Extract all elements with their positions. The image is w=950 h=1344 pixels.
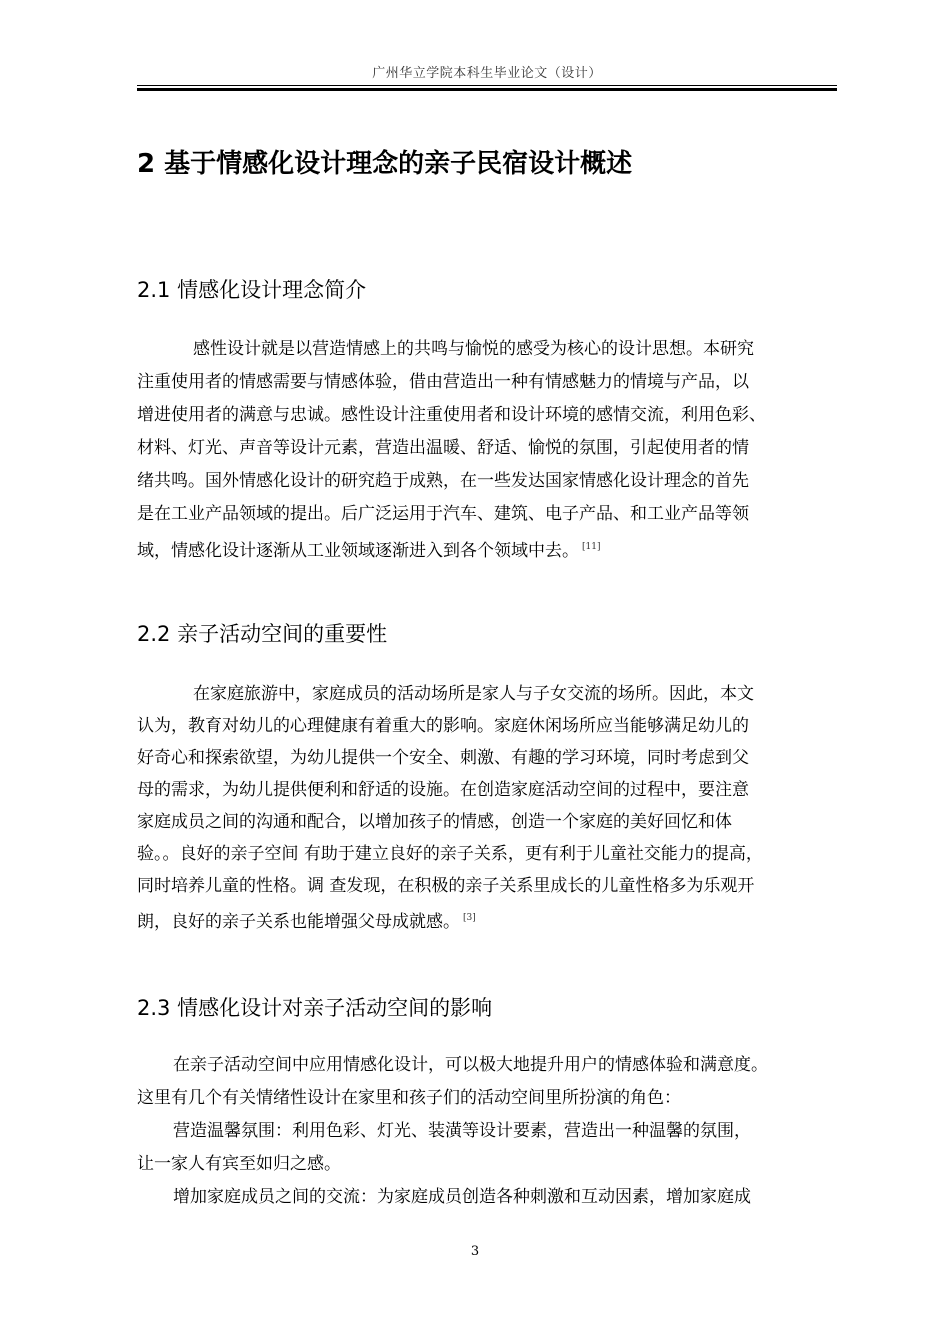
citation-marker: [11]	[582, 542, 601, 552]
running-header: 广州华立学院本科生毕业论文（设计）	[372, 66, 602, 81]
paragraph-line: 感性设计就是以营造情感上的共鸣与愉悦的感受为核心的设计思想。本研究	[193, 339, 754, 359]
paragraph-line: 绪共鸣。国外情感化设计的研究趋于成熟，在一些发达国家情感化设计理念的首先	[137, 471, 749, 491]
paragraph-line: 母的需求，为幼儿提供便利和舒适的设施。在创造家庭活动空间的过程中，要注意	[137, 780, 749, 800]
paragraph-line: 营造温馨氛围：利用色彩、灯光、装潢等设计要素，营造出一种温馨的氛围，	[173, 1121, 751, 1141]
paragraph-line: 好奇心和探索欲望，为幼儿提供一个安全、刺激、有趣的学习环境，同时考虑到父	[137, 748, 749, 768]
paragraph-line: 同时培养儿童的性格。调 查发现，在积极的亲子关系里成长的儿童性格多为乐观开	[137, 876, 755, 896]
paragraph-line: 在家庭旅游中，家庭成员的活动场所是家人与子女交流的场所。因此，本文	[193, 684, 754, 704]
paragraph-line: 让一家人有宾至如归之感。	[137, 1154, 341, 1174]
paragraph-line: 注重使用者的情感需要与情感体验，借由营造出一种有情感魅力的情境与产品，以	[137, 372, 749, 392]
paragraph-line-text: 域，情感化设计逐渐从工业领域逐渐进入到各个领域中去。	[137, 541, 579, 561]
paragraph-line	[137, 535, 600, 563]
paragraph-line: 增加家庭成员之间的交流：为家庭成员创造各种刺激和互动因素，增加家庭成	[173, 1187, 751, 1207]
paragraph-line: 材料、灯光、声音等设计元素，营造出温暖、舒适、愉悦的氛围，引起使用者的情	[137, 438, 749, 458]
page-number: 3	[470, 1244, 480, 1259]
citation-marker: [3]	[463, 913, 476, 923]
header-rule-thin	[137, 85, 837, 86]
chapter-title: 2 基于情感化设计理念的亲子民宿设计概述	[137, 149, 633, 179]
paragraph-line: 增进使用者的满意与忠诚。感性设计注重使用者和设计环境的感情交流，利用色彩、	[137, 405, 766, 425]
header-rule-thick	[137, 88, 837, 91]
paragraph-line	[137, 906, 476, 934]
paragraph-line: 验。。良好的亲子空间 有助于建立良好的亲子关系，更有利于儿童社交能力的提高，	[137, 844, 763, 864]
section-heading-2-2: 2.2 亲子活动空间的重要性	[137, 622, 388, 646]
paragraph-line: 是在工业产品领域的提出。后广泛运用于汽车、建筑、电子产品、和工业产品等领	[137, 504, 749, 524]
paragraph-line: 这里有几个有关情绪性设计在家里和孩子们的活动空间里所扮演的角色：	[137, 1088, 681, 1108]
paragraph-line: 在亲子活动空间中应用情感化设计，可以极大地提升用户的情感体验和满意度。	[173, 1055, 768, 1075]
paragraph-line: 家庭成员之间的沟通和配合，以增加孩子的情感，创造一个家庭的美好回忆和体	[137, 812, 732, 832]
section-heading-2-3: 2.3 情感化设计对亲子活动空间的影响	[137, 996, 493, 1020]
section-heading-2-1: 2.1 情感化设计理念简介	[137, 278, 367, 302]
paragraph-line-text: 朗，良好的亲子关系也能增强父母成就感。	[137, 912, 460, 932]
paragraph-line: 认为，教育对幼儿的心理健康有着重大的影响。家庭休闲场所应当能够满足幼儿的	[137, 716, 749, 736]
